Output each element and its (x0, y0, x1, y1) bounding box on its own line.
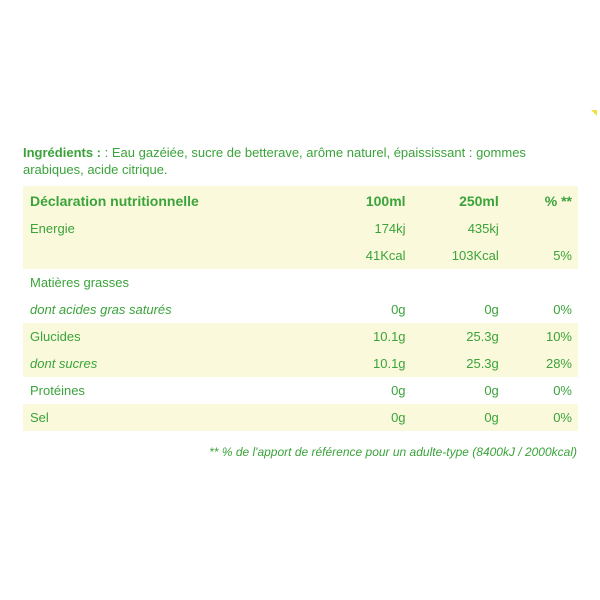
header-100ml: 100ml (365, 192, 406, 209)
table-header-row (23, 186, 578, 215)
value-percent: 0% (553, 410, 572, 425)
ingredients-text: : Eau gazéiée, sucre de betterave, arôme naturel, épaississant : gommes arabiques, acide citrique. (23, 145, 526, 177)
ingredients-block (23, 144, 578, 178)
value-250ml: 0g (484, 410, 499, 425)
table-row (23, 404, 578, 431)
value-100ml (322, 269, 405, 296)
value-250ml: 0g (484, 383, 499, 398)
nutrient-label (23, 242, 322, 269)
value-percent (499, 269, 578, 296)
nutrition-table (23, 186, 578, 431)
value-percent: 28% (545, 356, 572, 371)
value-100ml: 0g (391, 302, 406, 317)
nutrient-label: Glucides (30, 329, 81, 344)
nutrient-label: dont acides gras saturés (30, 302, 172, 317)
value-100ml: 41Kcal (365, 248, 406, 263)
value-percent: 10% (545, 329, 572, 344)
value-percent: 0% (553, 383, 572, 398)
nutrient-label: dont sucres (30, 356, 98, 371)
nutrient-label: Sel (30, 410, 49, 425)
value-percent: 5% (553, 248, 572, 263)
reference-footnote: ** % de l'apport de référence pour un adulte-type (8400kJ / 2000kcal) (209, 445, 577, 459)
value-250ml: 435kj (467, 221, 499, 236)
value-100ml: 174kj (374, 221, 406, 236)
value-100ml: 0g (391, 383, 406, 398)
header-declaration: Déclaration nutritionnelle (30, 192, 199, 209)
table-row (23, 350, 578, 377)
value-100ml: 10.1g (373, 356, 406, 371)
corner-accent (591, 110, 597, 116)
value-250ml: 25.3g (466, 356, 499, 371)
nutrient-label: Matières grasses (30, 275, 129, 290)
value-250ml: 0g (484, 302, 499, 317)
table-row (23, 377, 578, 404)
value-250ml: 103Kcal (451, 248, 499, 263)
table-row (23, 215, 578, 242)
nutrient-label: Energie (30, 221, 75, 236)
value-250ml (406, 269, 499, 296)
table-row (23, 323, 578, 350)
value-100ml: 10.1g (373, 329, 406, 344)
ingredients-label: Ingrédients : (23, 145, 102, 160)
table-row (23, 242, 578, 269)
header-250ml: 250ml (459, 192, 499, 209)
value-percent: 0% (553, 302, 572, 317)
value-250ml: 25.3g (466, 329, 499, 344)
nutrient-label: Protéines (30, 383, 85, 398)
value-percent (499, 215, 578, 242)
table-row (23, 296, 578, 323)
table-row (23, 269, 578, 296)
header-percent: % ** (544, 192, 572, 209)
value-100ml: 0g (391, 410, 406, 425)
